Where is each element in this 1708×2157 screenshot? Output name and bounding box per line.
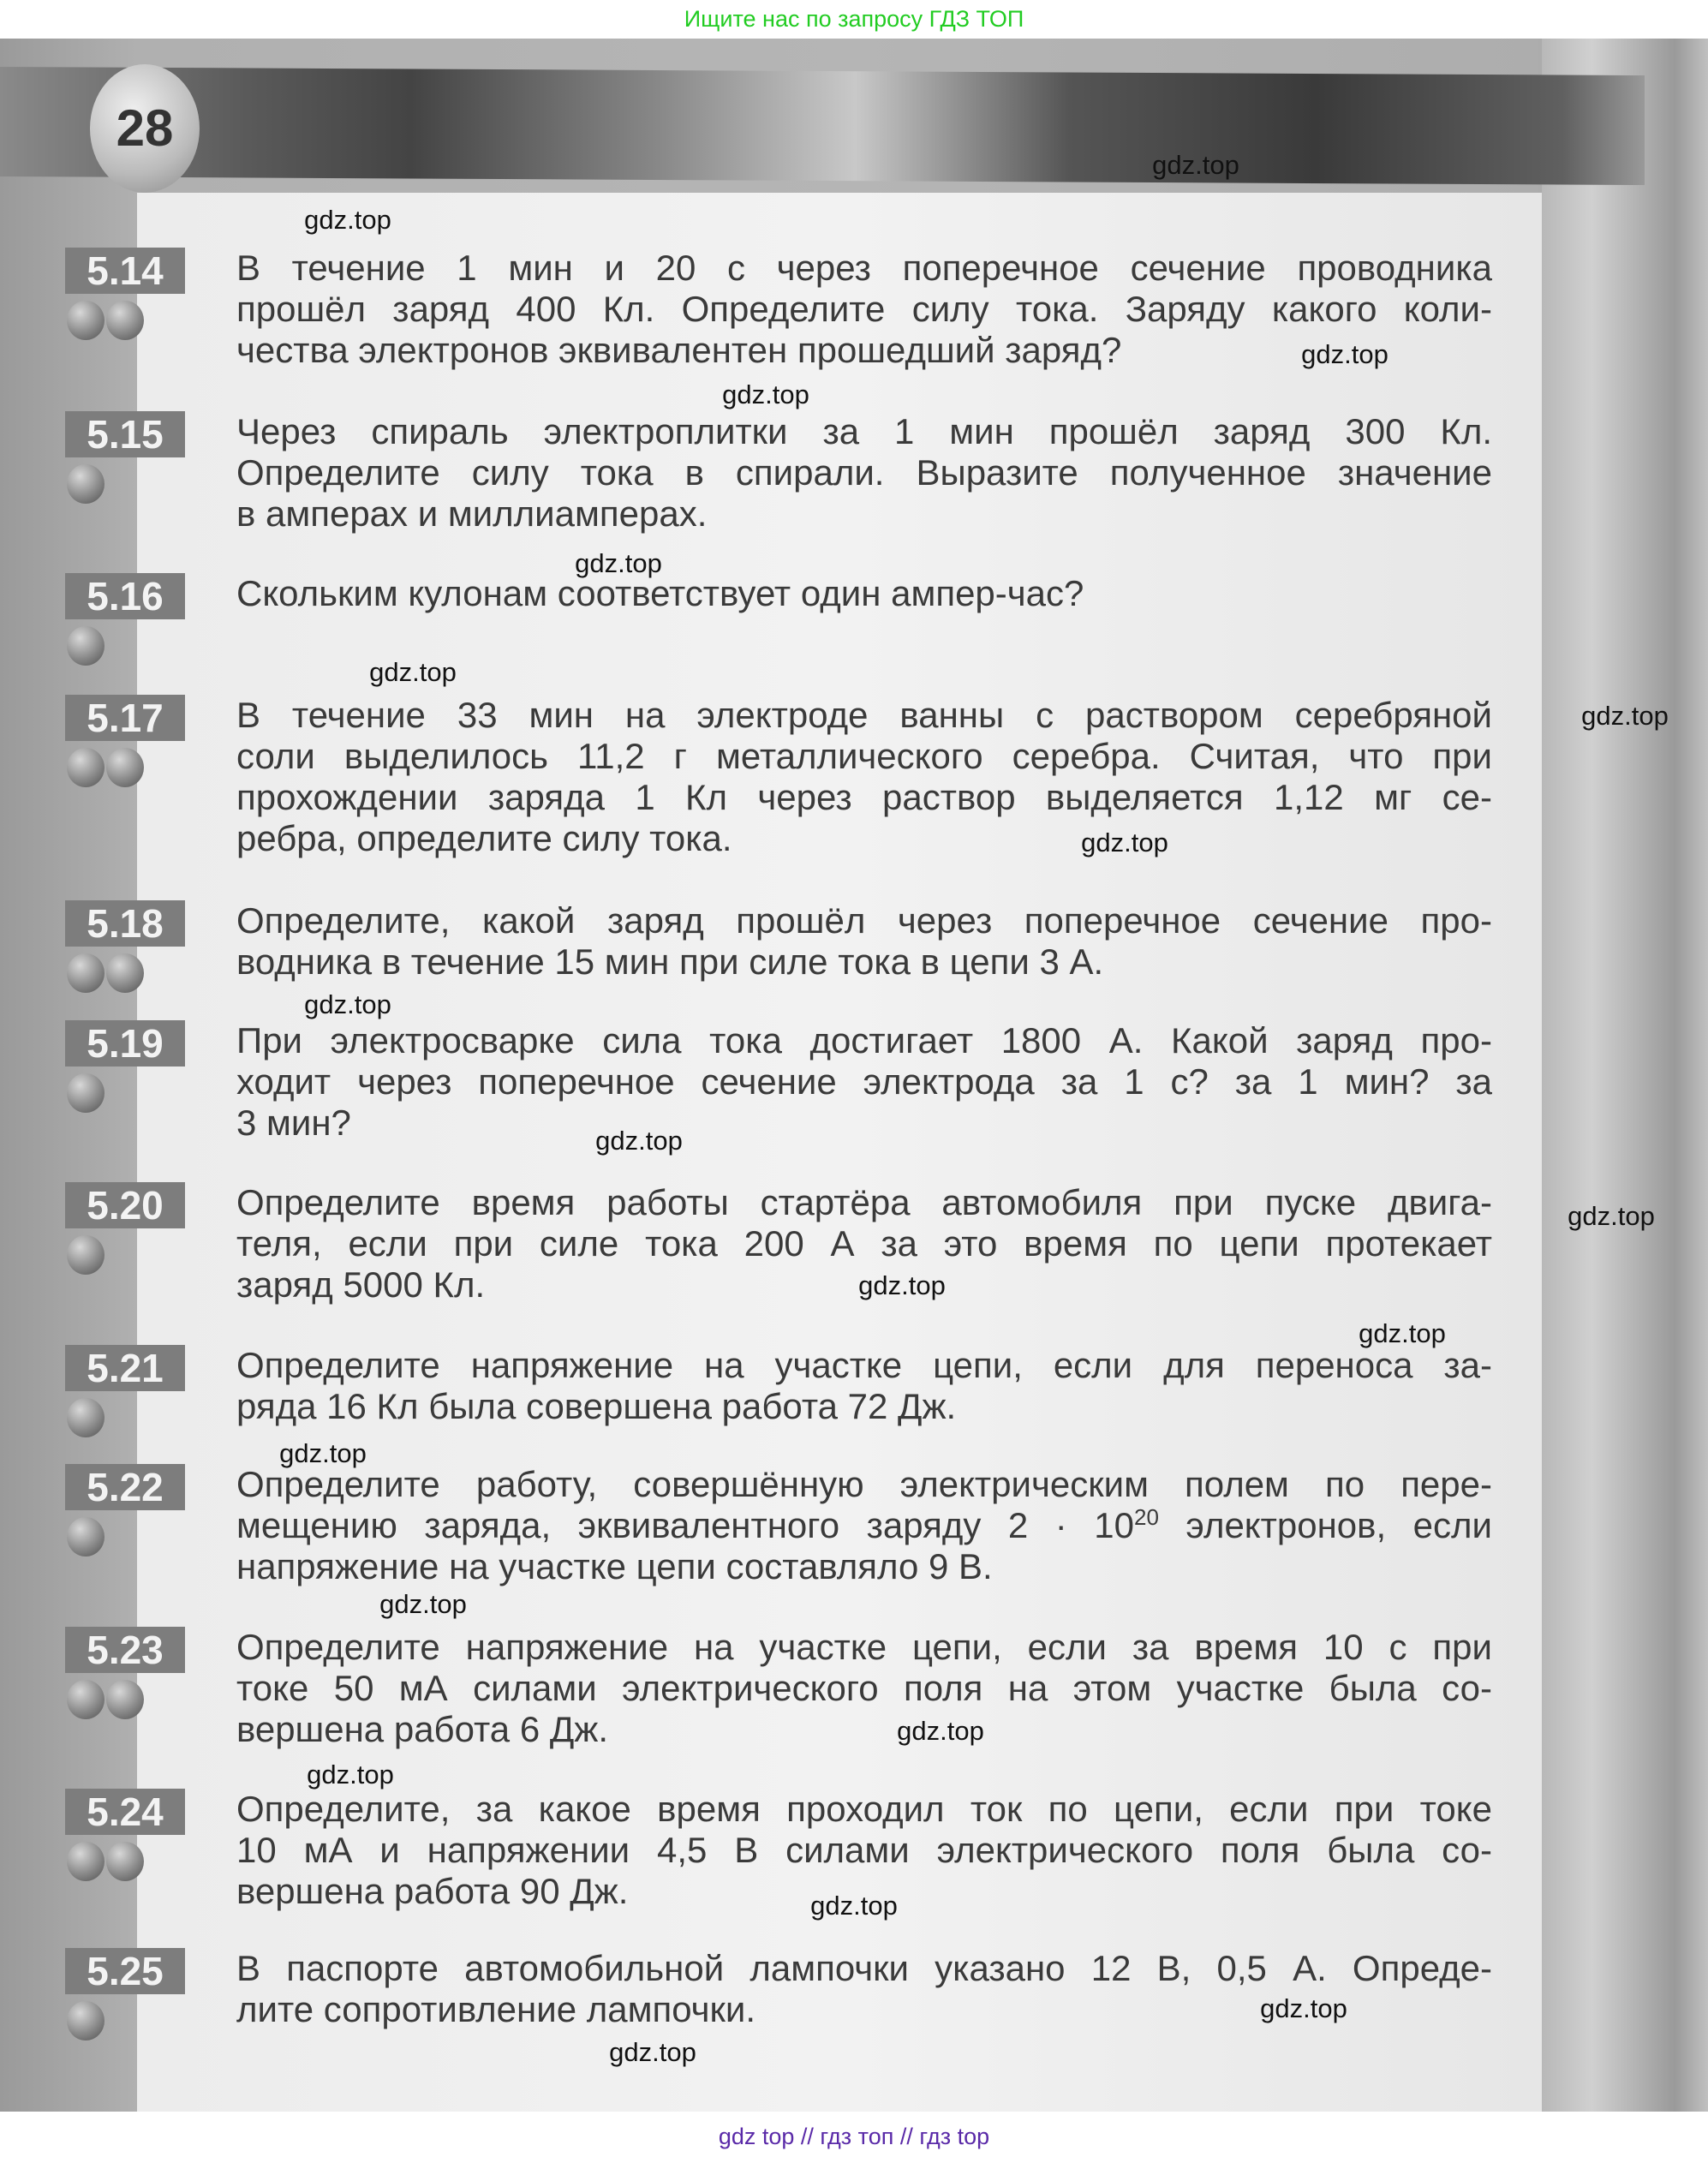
textbook-page — [0, 39, 1708, 2112]
problem-text — [236, 900, 1492, 983]
watermark: gdz.top — [609, 2037, 696, 2067]
text-line: Определите, какой заряд прошёл через поперечное сечение про- — [236, 900, 1492, 941]
watermark: gdz.top — [897, 1716, 984, 1746]
text-line: заряд 5000 Кл. — [236, 1264, 486, 1305]
difficulty-indicator — [67, 1073, 105, 1113]
text-line: прошёл заряд 400 Кл. Определите силу тока. Заряду какого коли- — [236, 289, 1492, 329]
problem-text — [236, 1345, 1492, 1427]
text-line: чества электронов эквивалентен прошедший заряд? — [236, 330, 1122, 370]
difficulty-indicator — [67, 1398, 105, 1437]
problem-number: 5.24 — [65, 1789, 185, 1835]
page-number-badge — [90, 64, 200, 193]
problem-number: 5.15 — [65, 411, 185, 457]
problem-number: 5.25 — [65, 1948, 185, 1994]
watermark: gdz.top — [304, 989, 391, 1019]
watermark: gdz.top — [1581, 701, 1669, 731]
problem-number: 5.23 — [65, 1627, 185, 1673]
watermark: gdz.top — [1260, 1993, 1347, 2023]
watermark: gdz.top — [304, 205, 391, 235]
difficulty-indicator — [67, 1842, 144, 1881]
text-line: вершена работа 90 Дж. — [236, 1871, 629, 1911]
text-line: лите сопротивление лампочки. — [236, 1989, 756, 2029]
text-line: Определите работу, совершённую электрическим полем по пере- — [236, 1464, 1492, 1504]
difficulty-dot-icon — [67, 1073, 105, 1113]
problem-number: 5.22 — [65, 1464, 185, 1510]
page-edge — [1542, 39, 1708, 2112]
text-line: прохождении заряда 1 Кл через раствор выделяется 1,12 мг се- — [236, 777, 1492, 817]
text-line: Скольким кулонам соответствует один ампер-час? — [236, 573, 1084, 613]
watermark: gdz.top — [1359, 1318, 1446, 1348]
watermark: gdz.top — [369, 657, 457, 687]
problem-number: 5.17 — [65, 695, 185, 741]
watermark: gdz.top — [595, 1126, 683, 1156]
watermark: gdz.top — [1081, 828, 1168, 857]
page-number: 28 — [116, 99, 174, 157]
problem-text — [236, 573, 1492, 614]
problem-number: 5.14 — [65, 248, 185, 294]
text-line: токе 50 мА силами электрического поля на этом участке была со- — [236, 1668, 1492, 1708]
problem-text — [236, 1020, 1492, 1144]
watermark: gdz.top — [1152, 150, 1239, 180]
text-line: Определите силу тока в спирали. Выразите полученное значение — [236, 452, 1492, 493]
problem-number: 5.16 — [65, 573, 185, 619]
difficulty-dot-icon — [106, 301, 144, 340]
difficulty-indicator — [67, 1517, 105, 1557]
text-line: напряжение на участке цепи составляло 9 В. — [236, 1546, 993, 1586]
text-line: Определите время работы стартёра автомобиля при пуске двига- — [236, 1182, 1492, 1222]
problem-text — [236, 1627, 1492, 1750]
problem-number: 5.20 — [65, 1182, 185, 1228]
text-line: в амперах и миллиамперах. — [236, 493, 708, 534]
text-post: электронов, если — [1158, 1505, 1492, 1545]
text-line: При электросварке сила тока достигает 1800 А. Какой заряд про- — [236, 1020, 1492, 1061]
difficulty-indicator — [67, 464, 105, 504]
difficulty-indicator — [67, 1235, 105, 1275]
problem-number: 5.19 — [65, 1020, 185, 1067]
problem-text — [236, 411, 1492, 535]
watermark: gdz.top — [379, 1589, 467, 1619]
difficulty-dot-icon — [67, 1680, 105, 1719]
difficulty-dot-icon — [67, 301, 105, 340]
difficulty-indicator — [67, 1680, 144, 1719]
text-line: ребра, определите силу тока. — [236, 818, 732, 858]
text-line: Определите напряжение на участке цепи, если для переноса за- — [236, 1345, 1492, 1385]
watermark: gdz.top — [279, 1438, 367, 1468]
footer-banner: gdz top // гдз топ // гдз top — [718, 2124, 990, 2149]
header-illustration — [0, 67, 1645, 185]
text-line: Определите, за какое время проходил ток по цепи, если при токе — [236, 1789, 1492, 1829]
difficulty-dot-icon — [67, 1235, 105, 1275]
text-line: 10 мА и напряжении 4,5 В силами электрического поля была со- — [236, 1830, 1492, 1870]
watermark: gdz.top — [1301, 339, 1388, 369]
difficulty-dot-icon — [106, 953, 144, 993]
difficulty-dot-icon — [106, 1680, 144, 1719]
text-line: 3 мин? — [236, 1102, 351, 1143]
search-hint-banner: Ищите нас по запросу ГДЗ ТОП — [684, 6, 1024, 32]
watermark: gdz.top — [858, 1270, 946, 1300]
problem-number: 5.21 — [65, 1345, 185, 1391]
text-line: вершена работа 6 Дж. — [236, 1709, 609, 1749]
problem-text — [236, 1464, 1492, 1587]
text-line: ходит через поперечное сечение электрода за 1 с? за 1 мин? за — [236, 1061, 1492, 1102]
text-line: ряда 16 Кл была совершена работа 72 Дж. — [236, 1386, 957, 1426]
text-line: водника в течение 15 мин при силе тока в цепи 3 А. — [236, 941, 1104, 982]
watermark: gdz.top — [1568, 1201, 1655, 1231]
watermark: gdz.top — [307, 1760, 394, 1790]
watermark: gdz.top — [722, 379, 809, 409]
text-line: Определите напряжение на участке цепи, если за время 10 с при — [236, 1627, 1492, 1667]
difficulty-indicator — [67, 2001, 105, 2040]
text-sup: 20 — [1133, 1504, 1159, 1530]
text-line: теля, если при силе тока 200 А за это время по цепи протекает — [236, 1223, 1492, 1264]
difficulty-indicator — [67, 953, 144, 993]
problem-text — [236, 695, 1492, 859]
text-line: соли выделилось 11,2 г металлического серебра. Считая, что при — [236, 736, 1492, 776]
text-line: Через спираль электроплитки за 1 мин прошёл заряд 300 Кл. — [236, 411, 1492, 451]
difficulty-indicator — [67, 748, 144, 787]
difficulty-dot-icon — [67, 1517, 105, 1557]
text-line — [236, 1505, 1492, 1546]
difficulty-dot-icon — [67, 464, 105, 504]
difficulty-indicator — [67, 626, 105, 666]
difficulty-dot-icon — [106, 1842, 144, 1881]
difficulty-indicator — [67, 301, 144, 340]
difficulty-dot-icon — [67, 626, 105, 666]
difficulty-dot-icon — [67, 748, 105, 787]
text-line: В течение 1 мин и 20 с через поперечное сечение проводника — [236, 248, 1492, 288]
text-line: В течение 33 мин на электроде ванны с раствором серебряной — [236, 695, 1492, 735]
watermark: gdz.top — [810, 1891, 898, 1921]
problem-number: 5.18 — [65, 900, 185, 947]
watermark: gdz.top — [575, 548, 662, 578]
text-line: В паспорте автомобильной лампочки указано 12 В, 0,5 А. Опреде- — [236, 1948, 1492, 1988]
difficulty-dot-icon — [67, 2001, 105, 2040]
text-pre: мещению заряда, эквивалентного заряду 2 · 10 — [236, 1505, 1134, 1545]
difficulty-dot-icon — [67, 1398, 105, 1437]
difficulty-dot-icon — [106, 748, 144, 787]
difficulty-dot-icon — [67, 953, 105, 993]
difficulty-dot-icon — [67, 1842, 105, 1881]
